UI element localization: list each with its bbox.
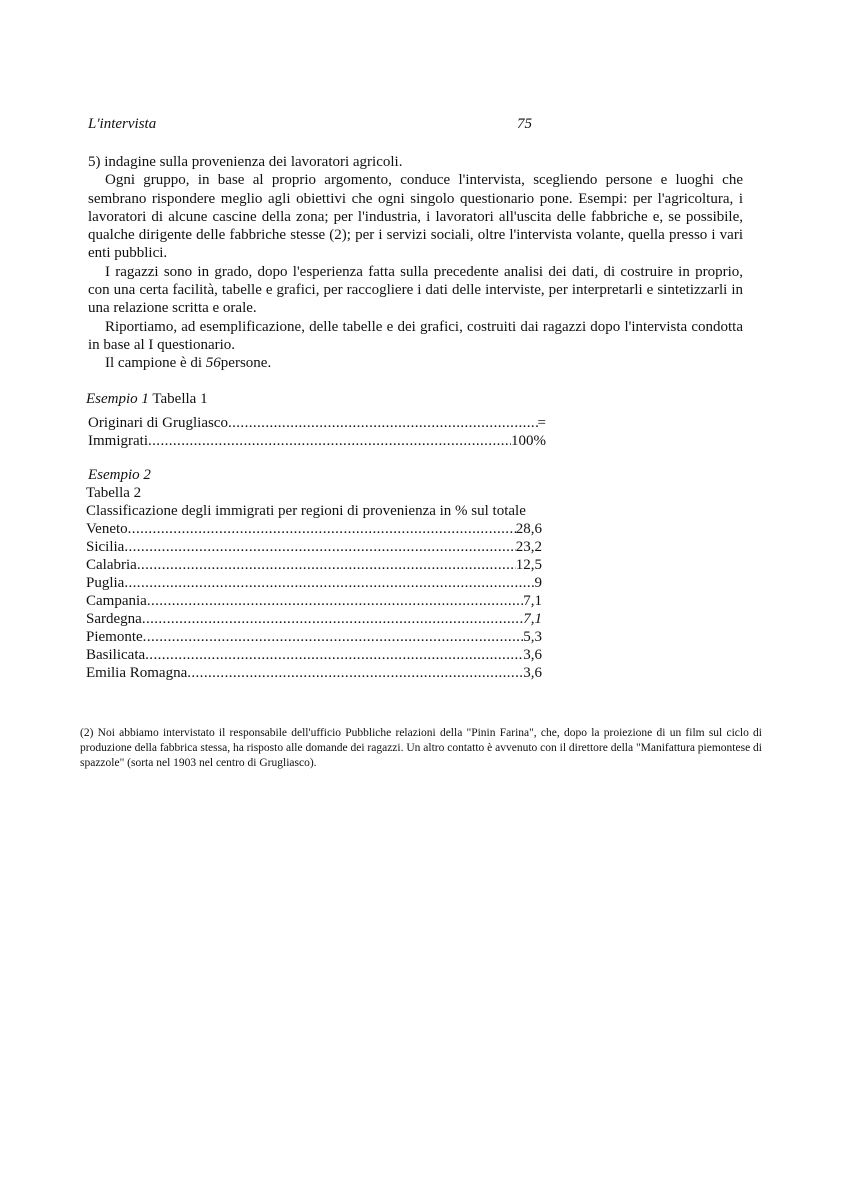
table-row bbox=[88, 433, 546, 451]
paragraph-3: Riportiamo, ad esemplificazione, delle tabelle e dei grafici, costruiti dai ragazzi dopo l'intervista condotta in base al I questionario. bbox=[88, 318, 743, 353]
row-label: Originari di Grugliasco bbox=[88, 415, 228, 431]
dot-leader bbox=[124, 539, 515, 556]
list-item-5: 5) indagine sulla provenienza dei lavoratori agricoli. bbox=[88, 154, 403, 170]
sample-text-prefix: Il campione è di bbox=[105, 355, 206, 372]
paragraph-4 bbox=[88, 354, 743, 372]
row-label: Calabria bbox=[86, 557, 137, 573]
dot-leader bbox=[143, 629, 524, 646]
row-label: Piemonte bbox=[86, 629, 143, 645]
row-label: Basilicata bbox=[86, 647, 146, 663]
row-label: Campania bbox=[86, 593, 147, 609]
paragraph-2: I ragazzi sono in grado, dopo l'esperienza fatta sulla precedente analisi dei dati, di costruire in proprio, con una certa facilità, tabelle e grafici, per raccogliere i dati delle interviste, per interpretarli e sintetizzarli in una relazione scritta e orale. bbox=[88, 263, 743, 317]
running-header-title: L'intervista bbox=[88, 116, 157, 132]
table-row bbox=[86, 539, 542, 557]
row-value: = bbox=[537, 415, 546, 431]
dot-leader bbox=[142, 611, 523, 628]
row-value: 23,2 bbox=[515, 539, 542, 555]
row-label: Veneto bbox=[86, 521, 128, 537]
row-label: Sardegna bbox=[86, 611, 142, 627]
table-1-label: Tabella 1 bbox=[148, 391, 208, 407]
table-row bbox=[86, 575, 542, 593]
table-row bbox=[86, 521, 542, 539]
dot-leader bbox=[124, 575, 534, 592]
row-value: 5,3 bbox=[523, 629, 542, 645]
table-1 bbox=[88, 415, 546, 451]
row-label: Immigrati bbox=[88, 433, 148, 449]
dot-leader bbox=[145, 647, 523, 664]
table-row bbox=[86, 611, 542, 629]
row-value: 28,6 bbox=[515, 521, 542, 537]
example-2-label: Esempio 2 bbox=[88, 467, 151, 483]
row-value: 7,1 bbox=[523, 611, 542, 627]
table-2-label: Tabella 2 bbox=[86, 485, 142, 501]
table-row bbox=[86, 557, 542, 575]
row-label: Puglia bbox=[86, 575, 125, 591]
dot-leader bbox=[187, 665, 523, 682]
example-1-heading bbox=[86, 391, 208, 408]
row-label: Sicilia bbox=[86, 539, 125, 555]
table-row bbox=[88, 415, 546, 433]
footnote: (2) Noi abbiamo intervistato il responsabile dell'ufficio Pubbliche relazioni della "Pinin Farina", che, dopo la proiezione di un film sul ciclo di produzione della fabbrica stessa, ha risposto alle domande dei ragazzi. Un altro contatto è avvenuto con il direttore della "Manifattura piemontese di spazzole" (sorta nel 1903 nel centro di Grugliasco). bbox=[80, 727, 762, 769]
dot-leader bbox=[228, 415, 538, 432]
paragraph-1: Ogni gruppo, in base al proprio argomento, conduce l'intervista, scegliendo persone e luoghi che sembrano rispondere meglio agli obiettivi che ogni singolo questionario pone. Esempi: per l'agricoltura, i lavoratori di alcune cascine della zona; per l'industria, i lavoratori all'uscita delle fabbriche e, se possibile, qualche dirigente delle fabbriche stesse (2); per i servizi sociali, oltre l'intervista volante, quella presso i vari enti pubblici. bbox=[88, 172, 743, 262]
sample-text-suffix: persone. bbox=[220, 355, 272, 372]
row-value: 9 bbox=[534, 575, 542, 591]
page-number: 75 bbox=[517, 116, 532, 132]
dot-leader bbox=[147, 593, 523, 610]
row-value: 12,5 bbox=[515, 557, 542, 573]
example-1-label: Esempio 1 bbox=[86, 391, 149, 407]
dot-leader bbox=[148, 433, 511, 450]
table-row bbox=[86, 629, 542, 647]
table-row bbox=[86, 665, 542, 683]
table-2-caption: Classificazione degli immigrati per regioni di provenienza in % sul totale bbox=[86, 503, 526, 519]
dot-leader bbox=[137, 557, 516, 574]
row-label: Emilia Romagna bbox=[86, 665, 188, 681]
sample-size: 56 bbox=[205, 355, 221, 372]
row-value: 7,1 bbox=[523, 593, 542, 609]
dot-leader bbox=[128, 521, 516, 538]
row-value: 3,6 bbox=[523, 665, 542, 681]
table-2 bbox=[86, 521, 542, 683]
row-value: 100% bbox=[511, 433, 546, 449]
table-row bbox=[86, 593, 542, 611]
body-text bbox=[88, 153, 743, 373]
table-row bbox=[86, 647, 542, 665]
row-value: 3,6 bbox=[523, 647, 542, 663]
